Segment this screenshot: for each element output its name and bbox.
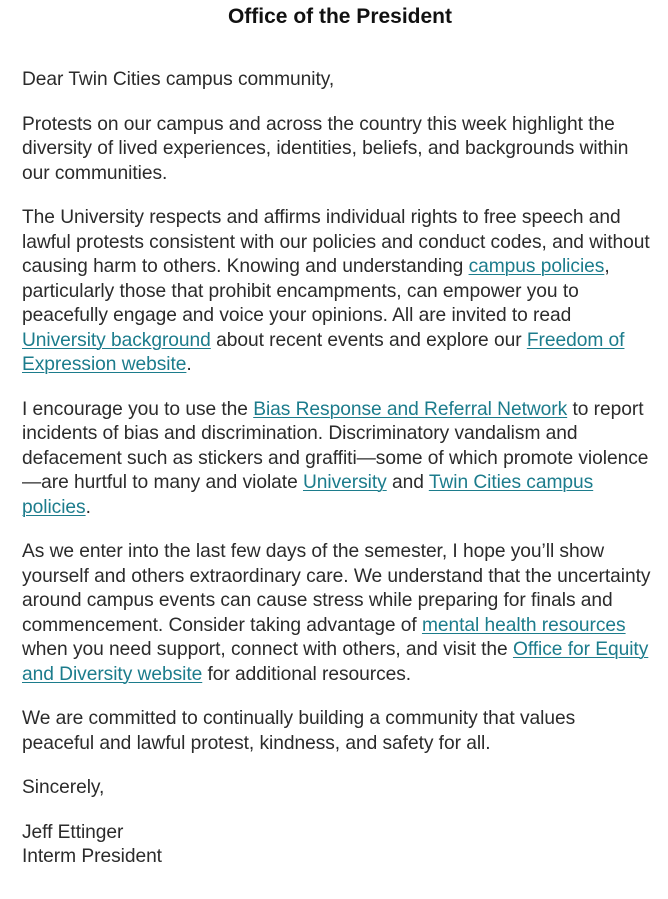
bias-response-network-link[interactable]: Bias Response and Referral Network (253, 398, 568, 420)
university-background-link[interactable]: University background (22, 329, 211, 351)
signature (22, 821, 652, 870)
paragraph-text: about recent events and explore our (210, 329, 527, 351)
paragraph-text: . (85, 496, 91, 518)
signature-role: Interm President (22, 846, 162, 867)
equity-diversity-website-link[interactable]: Office for Equity and Diversity website (22, 639, 649, 685)
signature-name: Jeff Ettinger (22, 821, 124, 843)
mental-health-resources-link[interactable]: mental health resources (421, 614, 626, 636)
freedom-of-expression-link[interactable]: Freedom of Expression website (22, 329, 625, 375)
paragraph-protests (22, 113, 652, 187)
paragraph-text: for additional resources. (202, 663, 412, 685)
paragraph-bias-reporting (22, 398, 652, 521)
university-policies-link[interactable]: University (302, 472, 387, 493)
twin-cities-campus-policies-link[interactable]: Twin Cities campus policies (22, 472, 594, 518)
paragraph-text: when you need support, connect with others, and visit the (22, 639, 513, 660)
paragraph-rights (22, 206, 652, 378)
paragraph-text: We are committed to continually building a community that values peaceful and lawful protest, kindness, and safety for all. (22, 708, 576, 754)
campus-policies-link[interactable]: campus policies (468, 256, 605, 277)
closing: Sincerely, (22, 777, 105, 798)
paragraph-text: and (386, 472, 429, 493)
paragraph-commitment (22, 707, 652, 756)
paragraph-text: As we enter into the last few days of the semester, I hope you’ll show yourself and others extraordinary care. We understand that the uncertainty around campus events can cause stress while preparing for finals and commencement. Consider taking advantage of (22, 541, 651, 636)
paragraph-text: to report incidents of bias and discrimination. Discriminatory vandalism and defacement such as stickers and graffiti—some of which promote violence—are hurtful to many and violate (22, 398, 649, 493)
paragraph-text: Protests on our campus and across the country this week highlight the diversity of lived experiences, identities, beliefs, and backgrounds within our communities. (22, 113, 629, 184)
paragraph-text: . (186, 354, 192, 375)
greeting: Dear Twin Cities campus community, (22, 69, 335, 90)
paragraph-care (22, 540, 652, 687)
paragraph-text: The University respects and affirms individual rights to free speech and lawful protests consistent with our policies and conduct codes, and without causing harm to others. Knowing and understanding (22, 207, 650, 277)
page-title: Office of the President (227, 5, 453, 28)
paragraph-text: I encourage you to use the (22, 398, 254, 420)
paragraph-text: , particularly those that prohibit encampments, can empower you to peacefully engage and voice your opinions. All are invited to read (22, 256, 610, 326)
